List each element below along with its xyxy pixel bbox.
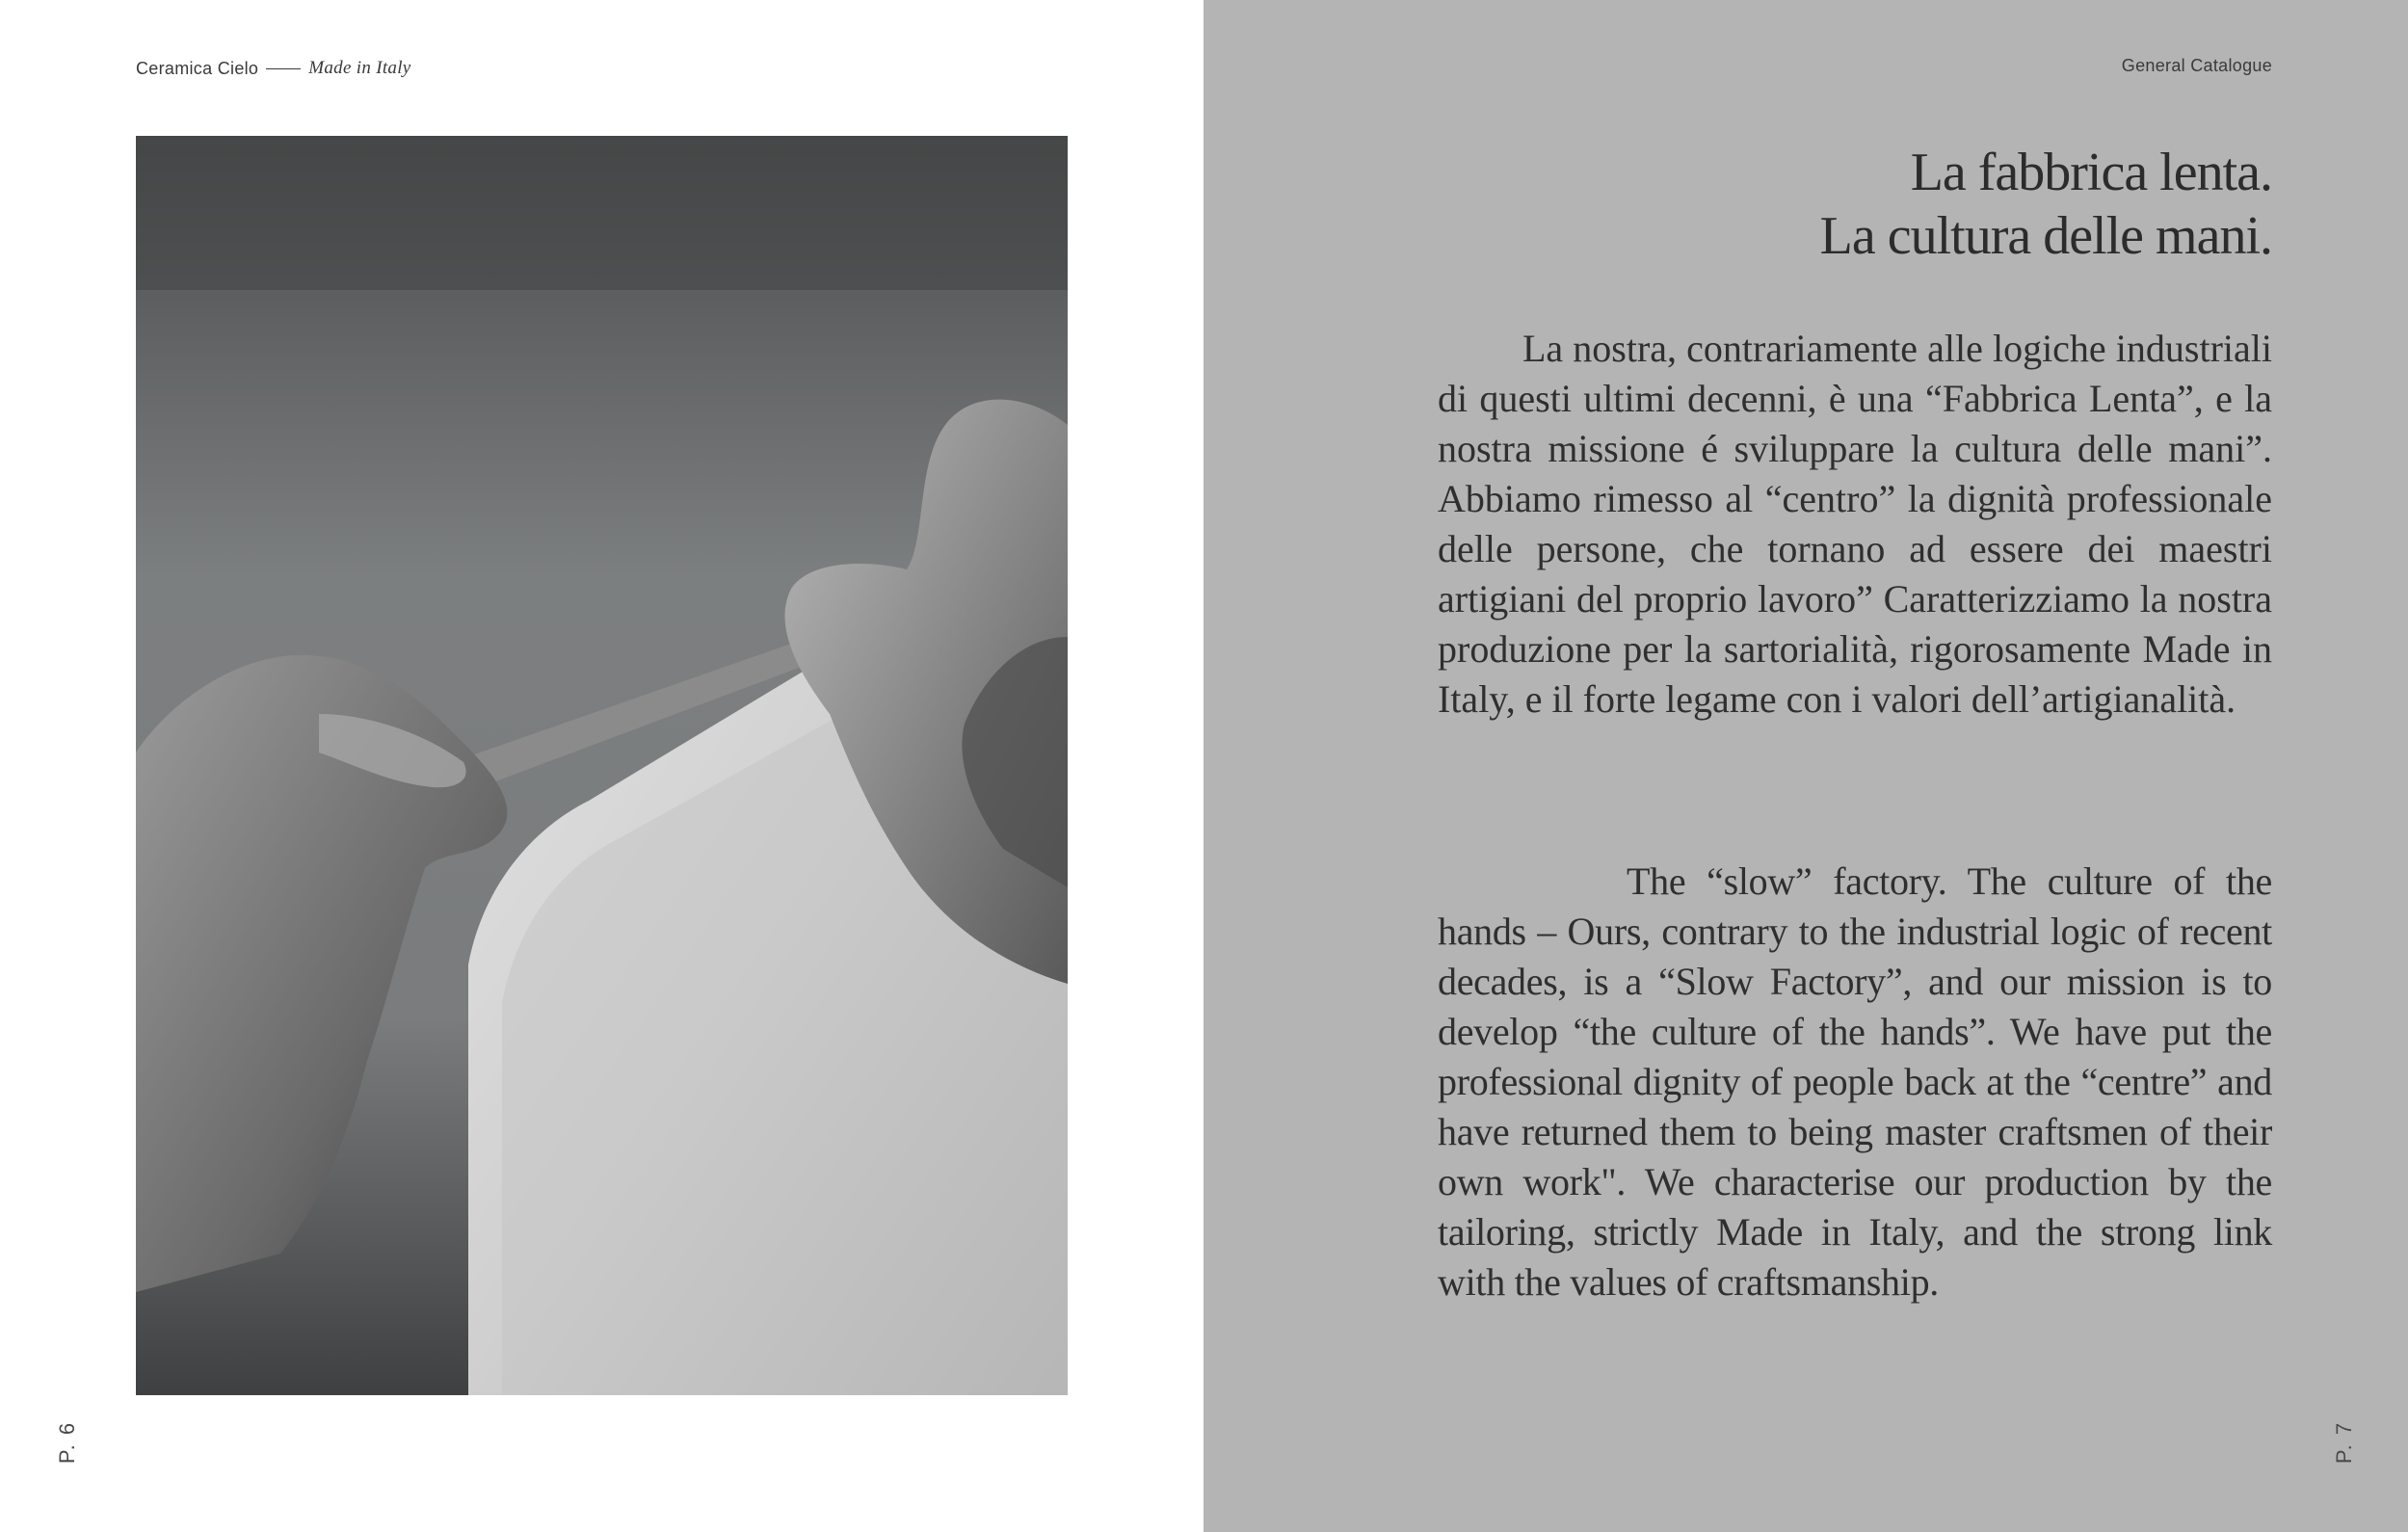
- page-number-right: P. 7: [2332, 1420, 2357, 1465]
- paragraph-english: The “slow” factory. The culture of the hands – Ours, contrary to the industrial logic of recent decades, is a “Slow Factory”, and our mission is to develop “the culture of the hands”. We have put the professional dignity of people back at the “centre” and have returned them to being master craftsmen of their own work". We characterise our production by the tailoring, strictly Made in Italy, and the strong link with the values of craftsmanship.: [1438, 859, 2272, 1304]
- brand-header: [136, 58, 411, 79]
- hands-photo-illustration: [136, 136, 1068, 1395]
- paragraph-italian: La nostra, contrariamente alle logiche industriali di questi ultimi decenni, è una “Fabbrica Lenta”, e la nostra missione é sviluppare la cultura delle mani”. Abbiamo rimesso al “centro” la dignità professionale delle persone, che tornano ad essere dei maestri artigiani del proprio lavoro” Caratterizziamo la nostra produzione per la sartorialità, rigorosamente Made in Italy, e il forte legame con i valori dell’artigianalità.: [1438, 327, 2272, 721]
- header-rule: [266, 68, 301, 69]
- title-line-1: La fabbrica lenta.: [1910, 143, 2272, 202]
- page-number-left: P. 6: [55, 1420, 80, 1465]
- catalogue-header: General Catalogue: [2121, 56, 2272, 75]
- article-title: [1405, 141, 2272, 268]
- brand-name: Ceramica Cielo: [136, 58, 259, 78]
- hands-photo: [136, 136, 1068, 1395]
- title-line-2: La cultura delle mani.: [1819, 206, 2272, 266]
- brand-tagline: Made in Italy: [308, 58, 411, 78]
